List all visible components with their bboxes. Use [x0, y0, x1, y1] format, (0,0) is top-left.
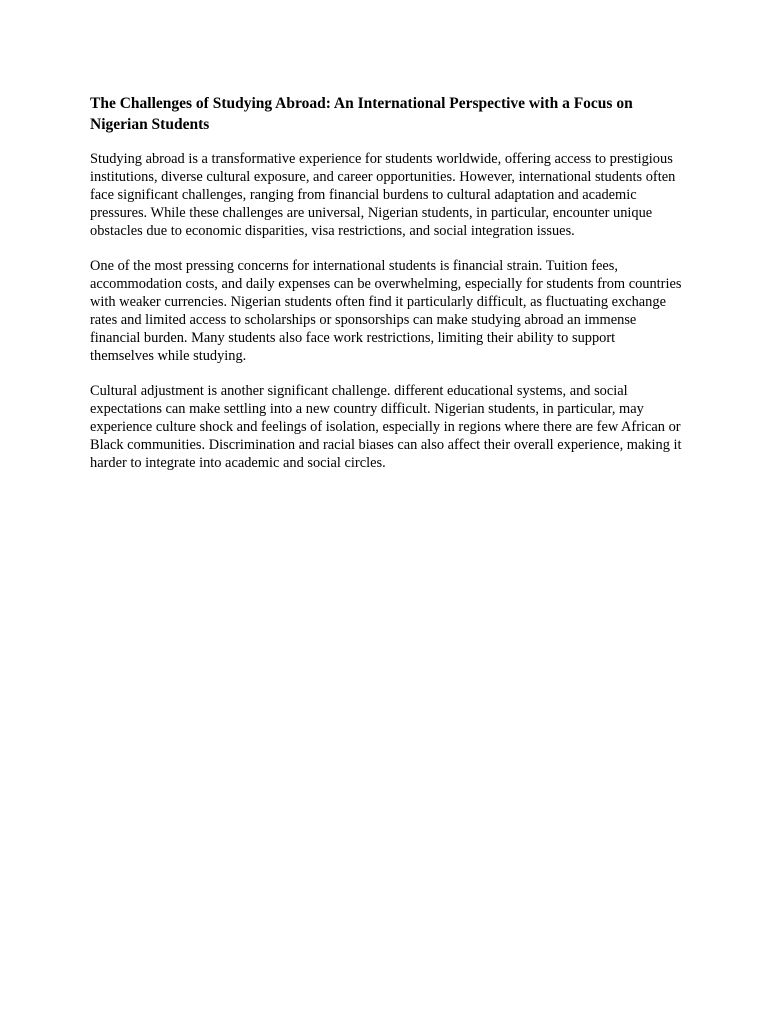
paragraph-introduction: Studying abroad is a transformative experience for students worldwide, offering access to prestigious institutions, diverse cultural exposure, and career opportunities. However, international students often face significant challenges, ranging from financial burdens to cultural adaptation and academic pressures. While these challenges are universal, Nigerian students, in particular, encounter unique obstacles due to economic disparities, visa restrictions, and social integration issues. [90, 151, 676, 239]
document-title: The Challenges of Studying Abroad: An International Perspective with a Focus on Nigerian Students [90, 95, 633, 133]
paragraph-cultural-adjustment: Cultural adjustment is another significant challenge. different educational systems, and social expectations can make settling into a new country difficult. Nigerian students, in particular, may experience culture shock and feelings of isolation, especially in regions where there are few African or Black communities. Discrimination and racial biases can also affect their overall experience, making it harder to integrate into academic and social circles. [90, 383, 682, 471]
document-body [90, 93, 682, 489]
paragraph-financial-strain: One of the most pressing concerns for international students is financial strain. Tuition fees, accommodation costs, and daily expenses can be overwhelming, especially for students from countries with weaker currencies. Nigerian students often find it particularly difficult, as fluctuating exchange rates and limited access to scholarships or sponsorships can make studying abroad an immense financial burden. Many students also face work restrictions, limiting their ability to support themselves while studying. [90, 258, 682, 364]
